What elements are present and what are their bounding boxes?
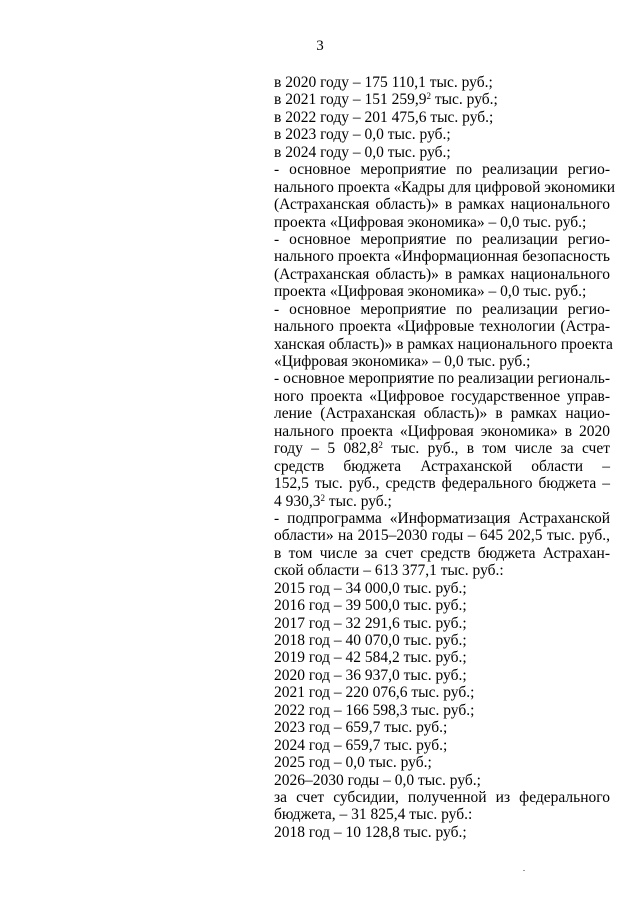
text-line-content: нального проекта «Информационная безопасность xyxy=(274,248,610,266)
text-line xyxy=(274,301,610,318)
footnote-marker: 2 xyxy=(320,492,325,503)
text-line-content: - основное мероприятие по реализации региональ- xyxy=(274,370,610,388)
text-line xyxy=(274,667,610,684)
text-line xyxy=(274,493,610,510)
text-line xyxy=(274,632,610,649)
text-line-content: 2017 год – 32 291,6 тыс. руб.; xyxy=(274,614,467,632)
text-line xyxy=(274,74,610,91)
text-line xyxy=(274,161,610,178)
text-line-content: в 2022 году – 201 475,6 тыс. руб.; xyxy=(274,108,494,126)
text-line xyxy=(274,196,610,213)
text-line-content: за счет субсидии, полученной из федерального xyxy=(274,788,610,806)
text-line-content: (Астраханская область)» в рамках национального xyxy=(274,265,610,283)
text-line-content: - основное мероприятие по реализации регио- xyxy=(274,161,610,179)
text-line-content: в 2024 году – 0,0 тыс. руб.; xyxy=(274,143,451,161)
text-line xyxy=(274,754,610,771)
scan-speck xyxy=(523,870,525,871)
text-line xyxy=(274,423,610,440)
text-line-content: году – 5 082,8 xyxy=(274,440,379,458)
text-line xyxy=(274,684,610,701)
text-line xyxy=(274,458,610,475)
document-text-column xyxy=(274,74,616,841)
text-line-continuation: тыс. руб., в том числе за счет xyxy=(382,440,610,458)
text-line xyxy=(274,109,610,126)
text-line xyxy=(274,126,610,143)
text-line-content: ханская область)» в рамках национального проекта xyxy=(274,335,613,353)
text-line-content: ской области – 613 377,1 тыс. руб.: xyxy=(274,562,504,580)
text-line xyxy=(274,231,610,248)
text-line xyxy=(274,144,610,161)
text-line-content: 2025 год – 0,0 тыс. руб.; xyxy=(274,754,432,772)
text-line xyxy=(274,353,610,370)
text-line xyxy=(274,615,610,632)
text-line-content: средств бюджета Астраханской области – xyxy=(274,457,610,475)
text-line xyxy=(274,318,610,335)
text-line xyxy=(274,335,613,353)
text-line xyxy=(274,405,610,422)
text-line xyxy=(274,475,610,492)
text-line xyxy=(274,824,610,841)
text-line xyxy=(274,789,610,806)
text-line-content: 2021 год – 220 076,6 тыс. руб.; xyxy=(274,684,475,702)
text-line-content: 2026–2030 годы – 0,0 тыс. руб.; xyxy=(274,771,481,789)
text-line xyxy=(274,597,610,614)
text-line-content: бюджета, – 31 825,4 тыс. руб.: xyxy=(274,806,473,824)
text-line xyxy=(274,737,610,754)
text-line xyxy=(274,806,610,823)
footnote-marker: 2 xyxy=(378,440,383,451)
text-line-content: - основное мероприятие по реализации регио- xyxy=(274,300,610,318)
text-line-content: в том числе за счет средств бюджета Астрахан- xyxy=(274,544,610,562)
text-line xyxy=(274,91,610,108)
text-line-content: в 2023 году – 0,0 тыс. руб.; xyxy=(274,126,451,144)
page-number: 3 xyxy=(316,38,324,54)
text-line xyxy=(274,719,610,736)
text-line xyxy=(274,649,610,666)
text-line xyxy=(274,248,610,265)
text-line-content: 2018 год – 40 070,0 тыс. руб.; xyxy=(274,632,467,649)
text-line-content: - подпрограмма «Информатизация Астраханской xyxy=(274,509,610,527)
text-line-content: в 2021 году – 151 259,9 xyxy=(274,91,427,109)
text-line-content: 2015 год – 34 000,0 тыс. руб.; xyxy=(274,579,467,597)
text-line xyxy=(274,283,610,300)
text-line-content: нального проекта «Цифровые технологии (Астра- xyxy=(274,318,610,336)
text-line xyxy=(274,440,610,457)
footnote-marker: 2 xyxy=(426,91,431,102)
text-line-content: «Цифровая экономика» – 0,0 тыс. руб.; xyxy=(274,353,531,370)
text-line-continuation: тыс. руб.; xyxy=(430,91,498,109)
text-line xyxy=(274,545,610,562)
text-line-content: нального проекта «Цифровая экономика» в 2020 xyxy=(274,422,610,440)
text-line-content: области» на 2015–2030 годы – 645 202,5 тыс. руб., xyxy=(274,527,610,545)
text-line-content: 4 930,3 xyxy=(274,492,321,510)
text-line xyxy=(274,772,610,789)
text-line-content: 152,5 тыс. руб., средств федерального бюджета – xyxy=(274,475,610,493)
text-line xyxy=(274,580,610,597)
text-line xyxy=(274,370,610,387)
text-line-content: - основное мероприятие по реализации регио- xyxy=(274,230,610,248)
text-line-content: проекта «Цифровая экономика» – 0,0 тыс. руб.; xyxy=(274,283,587,301)
text-line-content: 2016 год – 39 500,0 тыс. руб.; xyxy=(274,597,467,615)
text-line-content: 2019 год – 42 584,2 тыс. руб.; xyxy=(274,649,467,667)
text-line-content: 2018 год – 10 128,8 тыс. руб.; xyxy=(274,823,467,841)
text-line-content: 2020 год – 36 937,0 тыс. руб.; xyxy=(274,666,467,684)
text-line xyxy=(274,527,610,544)
text-line xyxy=(274,388,610,405)
text-line-content: 2022 год – 166 598,3 тыс. руб.; xyxy=(274,701,475,719)
text-line-content: ного проекта «Цифровое государственное управ- xyxy=(274,387,610,405)
text-line-content: 2024 год – 659,7 тыс. руб.; xyxy=(274,736,448,754)
text-line-continuation: тыс. руб.; xyxy=(325,492,392,510)
text-line xyxy=(274,510,610,527)
text-line-content: 2023 год – 659,7 тыс. руб.; xyxy=(274,719,448,737)
text-line-content: проекта «Цифровая экономика» – 0,0 тыс. руб.; xyxy=(274,213,587,231)
text-line xyxy=(274,214,610,231)
text-line xyxy=(274,702,610,719)
text-line xyxy=(274,562,610,579)
text-line-content: ление (Астраханская область)» в рамках нацио- xyxy=(274,405,610,423)
text-line xyxy=(274,178,616,196)
text-line-content: нального проекта «Кадры для цифровой экономики xyxy=(274,178,616,196)
text-line-content: в 2020 году – 175 110,1 тыс. руб.; xyxy=(274,74,493,91)
text-line-content: (Астраханская область)» в рамках национального xyxy=(274,196,610,214)
text-line xyxy=(274,266,610,283)
